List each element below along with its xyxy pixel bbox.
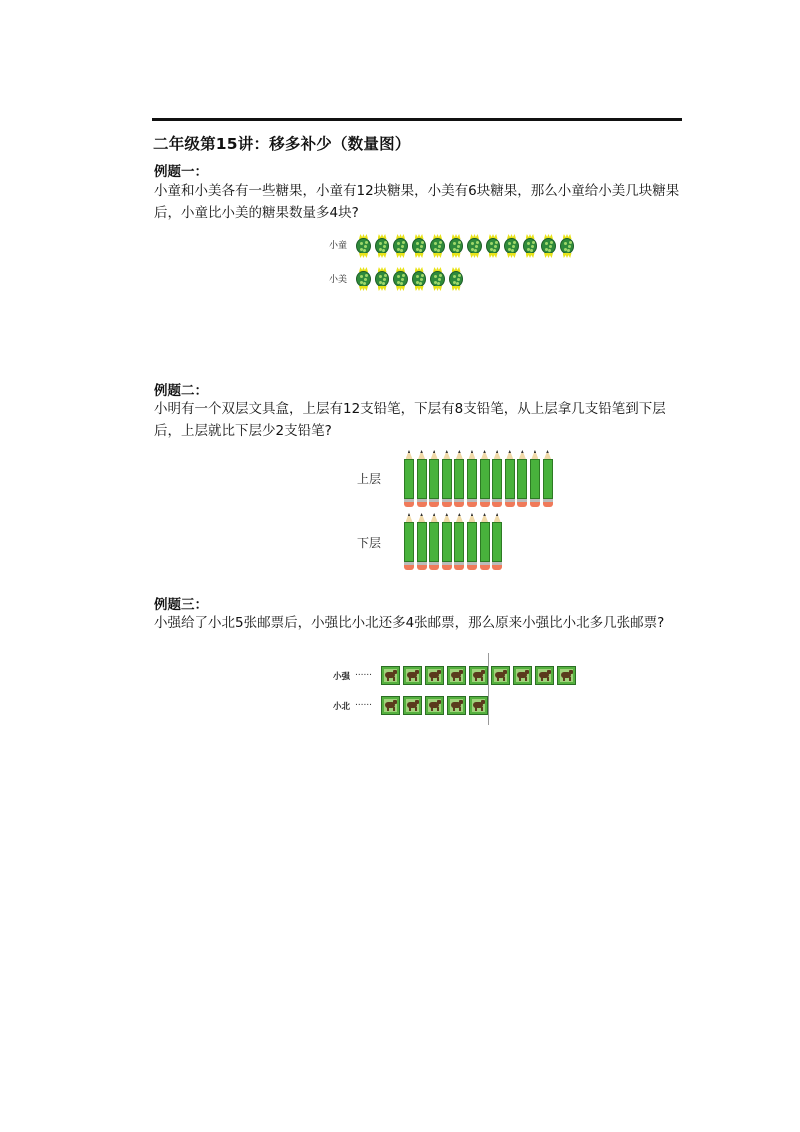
pencil-icon: [428, 513, 440, 570]
candy-icon: [447, 234, 466, 258]
pencil-icon: [403, 513, 415, 570]
pencil-icon: [441, 450, 453, 507]
stamp-icon: [381, 696, 400, 715]
candy-icon: [521, 234, 540, 258]
pencil-row-upper: [403, 450, 554, 507]
pencil-icon: [416, 513, 428, 570]
candy-icon: [373, 234, 392, 258]
row-label-upper: 上层: [357, 472, 382, 486]
candy-icon: [410, 267, 429, 291]
pencil-icon: [466, 450, 478, 507]
pencil-icon: [441, 513, 453, 570]
pencil-icon: [542, 450, 554, 507]
pencil-icon: [403, 450, 415, 507]
candy-icon: [391, 234, 410, 258]
stamp-divider-line: [488, 653, 489, 725]
example-2-label: 例题二：: [154, 383, 208, 399]
stamp-row-xiaobei: [381, 696, 491, 715]
stamp-icon: [535, 666, 554, 685]
pencil-row-lower: [403, 513, 504, 570]
pencil-icon: [516, 450, 528, 507]
stamp-icon: [447, 666, 466, 685]
candy-icon: [428, 234, 447, 258]
candy-icon: [558, 234, 577, 258]
page-title: 二年级第15讲：移多补少（数量图）: [153, 135, 411, 153]
candy-icon: [539, 234, 558, 258]
pencil-icon: [479, 513, 491, 570]
row-label-xiaotong: 小童: [329, 241, 348, 251]
candy-icon: [354, 234, 373, 258]
pencil-icon: [479, 450, 491, 507]
pencil-icon: [504, 450, 516, 507]
pencil-icon: [428, 450, 440, 507]
stamp-row-xiaoqiang: [381, 666, 579, 685]
pencil-icon: [529, 450, 541, 507]
row-label-xiaoqiang: 小强: [333, 672, 351, 682]
stamp-icon: [403, 666, 422, 685]
pencil-icon: [453, 450, 465, 507]
example-2-text: 小明有一个双层文具盒，上层有12支铅笔，下层有8支铅笔，从上层拿几支铅笔到下层后，上层就比下层少2支铅笔?: [154, 401, 666, 439]
example-1-text: 小童和小美各有一些糖果，小童有12块糖果，小美有6块糖果，那么小童给小美几块糖果后，小童比小美的糖果数量多4块?: [154, 183, 680, 221]
stamp-icon: [381, 666, 400, 685]
candy-icon: [484, 234, 503, 258]
pencil-icon: [466, 513, 478, 570]
candy-icon: [354, 267, 373, 291]
candy-row-xiaomei: [354, 267, 465, 291]
stamp-icon: [425, 696, 444, 715]
stamp-icon: [513, 666, 532, 685]
pencil-icon: [491, 450, 503, 507]
candy-icon: [391, 267, 410, 291]
row-dots-xiaoqiang: ……: [355, 668, 372, 678]
candy-row-xiaotong: [354, 234, 576, 258]
candy-icon: [373, 267, 392, 291]
header-rule: [152, 118, 682, 121]
stamp-icon: [469, 666, 488, 685]
stamp-icon: [403, 696, 422, 715]
candy-icon: [502, 234, 521, 258]
row-label-xiaomei: 小美: [329, 275, 348, 285]
row-label-xiaobei: 小北: [333, 702, 351, 712]
pencil-icon: [416, 450, 428, 507]
example-1-label: 例题一：: [154, 164, 208, 180]
candy-icon: [465, 234, 484, 258]
stamp-icon: [557, 666, 576, 685]
example-3-text: 小强给了小北5张邮票后，小强比小北还多4张邮票，那么原来小强比小北多几张邮票?: [154, 615, 665, 631]
row-label-lower: 下层: [357, 536, 382, 550]
pencil-icon: [491, 513, 503, 570]
stamp-icon: [469, 696, 488, 715]
stamp-icon: [447, 696, 466, 715]
stamp-icon: [425, 666, 444, 685]
row-dots-xiaobei: ……: [355, 698, 372, 708]
example-3-label: 例题三：: [154, 597, 208, 613]
stamp-icon: [491, 666, 510, 685]
pencil-icon: [453, 513, 465, 570]
candy-icon: [410, 234, 429, 258]
candy-icon: [428, 267, 447, 291]
candy-icon: [447, 267, 466, 291]
